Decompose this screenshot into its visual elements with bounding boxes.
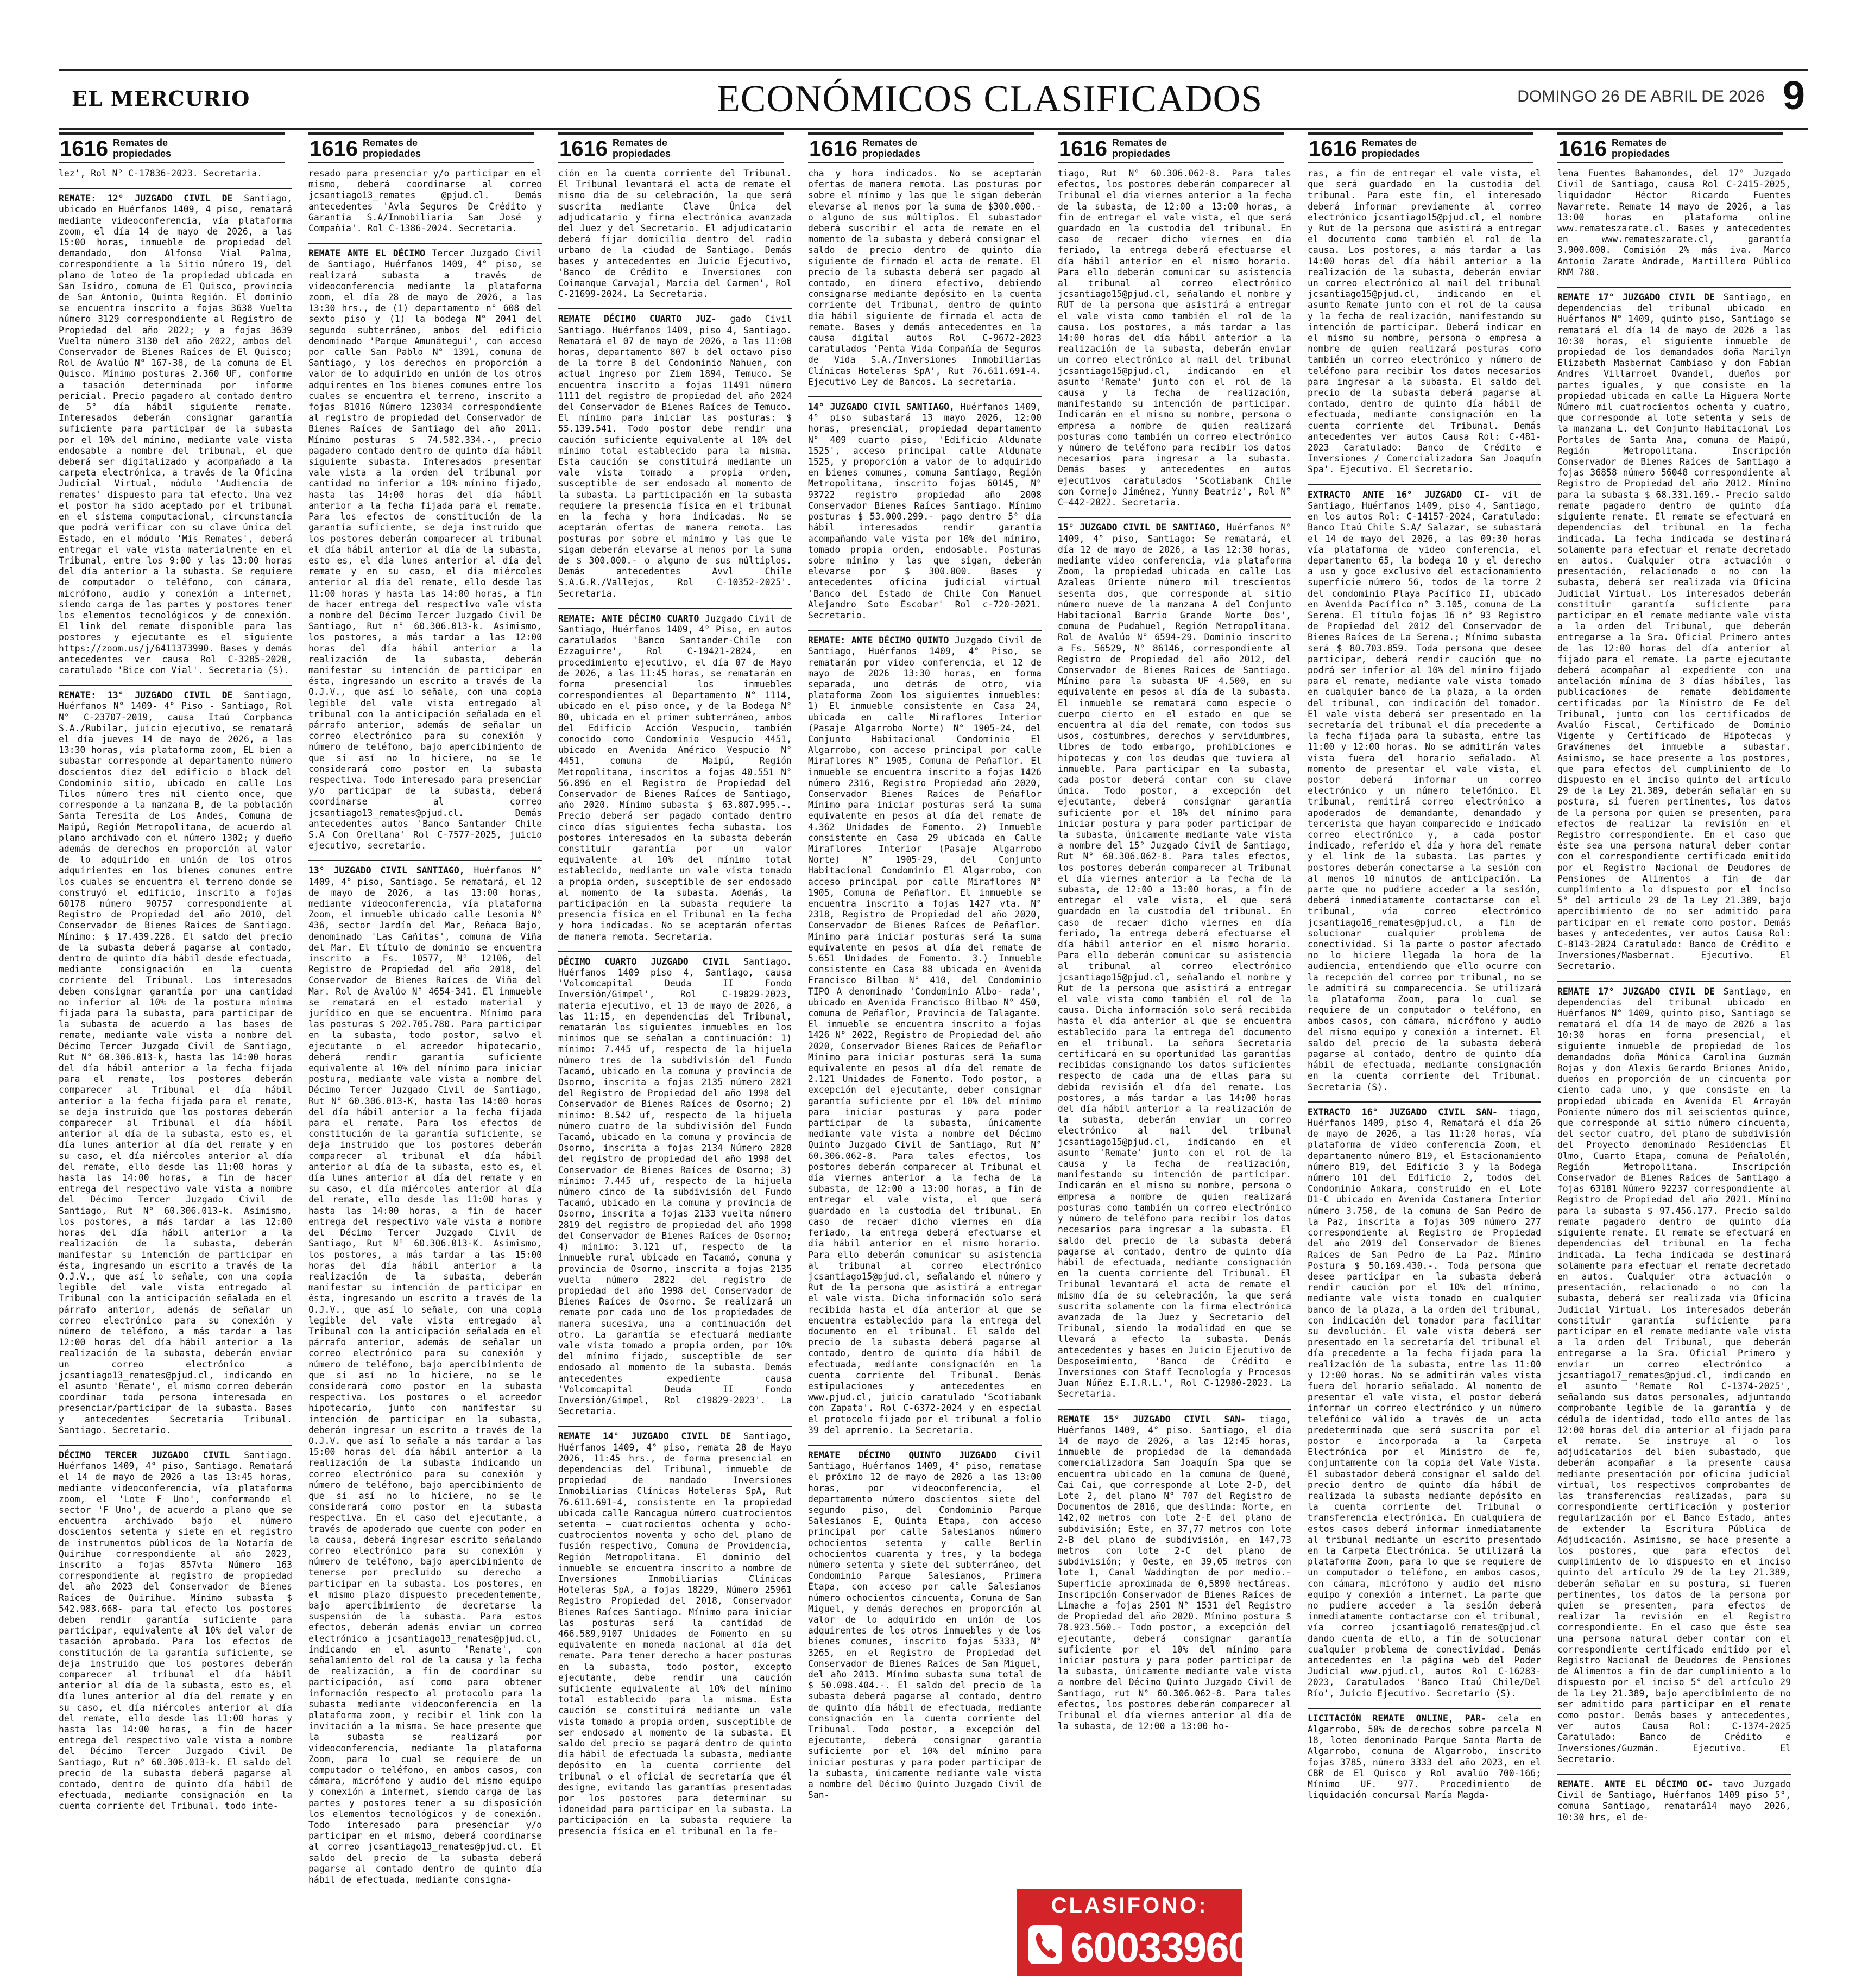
section-number: 1616 — [559, 137, 608, 161]
clasifono-phone: 6003396000 — [1071, 1923, 1296, 1971]
ad-title: DÉCIMO CUARTO JUZGADO CIVIL — [558, 956, 730, 967]
newspaper-logo: EL MERCURIO — [72, 86, 250, 111]
ad-title: REMATE: 13° JUZGADO CIVIL DE — [59, 690, 233, 701]
issue-date: DOMINGO 26 DE ABRIL DE 2026 — [1517, 87, 1765, 105]
ad-column — [1308, 168, 1541, 1976]
classified-ad — [808, 1445, 1042, 1801]
section-label: Remates de propiedades — [113, 137, 172, 159]
ad-body: vil de Santiago, Huérfanos 1409, piso 4, Santiago, en los autos Rol: C-14157-2024, Caratulado: Banco Itaú Chile S.A/ Salazar, se subastará el 14 de mayo del 2026, a las 09:30 horas vía plataforma de video conferencia, el departamento 65, la bodega 10 y el derecho a uso y goce exclusivo del estacionamiento superficie número 56, todos de la torre 2 del condominio Playa Pacífico II, ubicado en Avenida Pacífico n° 3.105, comuna de La Serena. El título fojas 16 n° 93 Registro de Propiedad del 2012 del Conservador de Bienes Raíces de La Serena.; Mínimo subasta será $ 80.703.859. Toda persona que desee participar, deberá rendir caución que no podrá ser inferior al 10% del mínimo fijado para el remate, mediante vale vista tomado en cualquier banco de la plaza, a la orden del tribunal, con indicación del tomador. El vale vista deberá ser presentado en la secretaría del tribunal el día precedente a la fecha fijada para la subasta, entre las 11:00 y 12:00 horas. No se admitirán vales vista fuera del horario señalado. Al momento de presentar el vale vista, el postor deberá informar un correo electrónico y un número telefónico. El tribunal, remitirá correo electrónico a apoderados de demandante, demandado y tercerista que hayan comparecido e indicado correo electrónico y, a cada postor indicado, referido el día y hora del remate y el link de la subasta. Las partes y postores deberán conectarse a la sesión con al menos 10 minutos de anticipación. La parte que no pudiere acceder a la sesión, deberá inmediatamente contactarse con el tribunal, vía correo electrónico jcsantiago16_remates@pjud.cl, a fin de solucionar cualquier problema de conectividad. Si la parte o postor afectado no lo hiciere llegada la hora de la audiencia, entendiendo que ello ocurre con la recepción del correo por tribunal, no se le admitirá su comparecencia. Se utilizará la plataforma Zoom, para lo cual se requiere de un computador o teléfono, en ambos casos, con cámara, micrófono y audio del mismo equipo y conexión a internet. El saldo del precio de la subasta deberá pagarse al contado, dentro de quinto día hábil de efectuada, mediante consignación en la cuenta corriente del Tribunal. Secretaria (S). — [1308, 489, 1541, 1092]
ad-title: REMATE. ANTE EL DÉCIMO OC- — [1557, 1779, 1713, 1790]
ad-body: ras, a fin de entregar el vale vista, el que será guardado en la custodia del tribunal. Para este fin, el interesado deberá informar previamente al correo electrónico jcsantiago15@pjud.cl, el nombre y Rut de la persona que asistirá a entregar el documento como también el rol de la causa. Los postores, a más tardar a las 14:00 horas del día hábil anterior a la realización de la subasta, deberán enviar un correo electrónico al mail del tribunal jcsantiago15@pjud.cl, indicando en el asunto Remate junto con el rol de la causa y la fecha de realización, manifestando su intención de participar. Deberá indicar en el mismo su nombre, persona o empresa a nombre de quien realizará posturas como también un correo electrónico y número de teléfono para recibir los datos necesarios para ingresar a la subasta. El saldo del precio de la subasta deberá pagarse al contado, dentro de quinto día hábil de efectuada, mediante consignación en la cuenta corriente del Tribunal. Demás antecedentes ver autos Causa Rol: C-481-2023 Caratulado: Banco de Crédito e Inversiones / Comercializadora San Joaquín Spa'. Ejecutivo. El Secretario. — [1308, 168, 1541, 475]
ad-body: Santiago, en dependencias del tribunal ubicado en Huérfanos N° 1409, quinto piso, Santiago se rematará el día 14 de mayo de 2026 a las 10:30 horas, el siguiente inmueble de propiedad de los demandados doña Marilyn Elizabeth Masbernat Cambiaso y don Fabian Andres Villarroel Ovandel, dueños por partes iguales, y que consiste en la propiedad ubicada en calle La Higuera Norte Número mil cuatrocientos ochenta y cuatro, que corresponde al lote setenta y seis de la manzana L. del Conjunto Habitacional Los Portales de Santa Ana, comuna de Maipú, Región Metropolitana. Inscripción Conservador de Bienes Raíces de Santiago a fojas 36858 número 56048 correspondiente al Registro de Propiedad del año 2012. Mínimo para la subasta $ 68.331.169.- Precio saldo remate pagadero dentro de quinto día siguiente remate. El remate se efectuará en dependencias del tribunal en la fecha indicada. La fecha indicada se destinará solamente para efectuar el remate decretado en autos. Cualquier otra actuación o presentación, relacionado o no con la subasta, deberá ser realizada vía Oficina Judicial Virtual. Los interesados deberán constituir garantía suficiente para participar en el remate mediante vale vista a la orden del Tribunal, que deberán entregarse a la Sra. Oficial Primero antes de las 12:00 horas del día anterior al fijado para el remate. La parte ejecutante deberá acompañar al expediente con una antelación mínima de 3 días hábiles, las publicaciones de remate debidamente certificadas por la Ministro de Fe del Tribunal, junto con los certificados de Avalúo Fiscal, Certificado de Dominio Vigente y Certificado de Hipotecas y Gravámenes del inmueble a subastar. Asimismo, se hace presente a los postores, que para efectos del cumplimiento de lo dispuesto en el inciso quinto del artículo 29 de la Ley 21.389, deberán señalar en su postura, si fueren pertinentes, los datos de la persona por quien se presenten, para efectos de realizar la revisión en el Registro correspondiente. En el caso que éste sea una persona natural deber contar con el correspondiente certificado emitido por el Registro Nacional de Deudores de Pensiones de Alimentos a fin de dar cumplimiento a lo dispuesto por el inciso 5° del artículo 29 de la Ley 21.389, bajo apercibimiento de no ser admitido para participar en el remate como postor. Demás bases y antecedentes, ver autos Causa Rol: C-8143-2024 Caratulado: Banco de Crédito e Inversiones/Masbernat. Ejecutivo. El Secretario. — [1557, 292, 1791, 972]
ad-body: Juzgado Civil de Santiago, Huérfanos 1409, 4° Piso, en autos caratulados 'Banco Santander-Chile con Ezzaguirre', Rol C-19421-2024, en procedimiento ejecutivo, el día 07 de Mayo de 2026, a las 11:45 horas, se rematarán en forma presencial los inmuebles correspondientes al Departamento N° 1114, ubicado en el piso once, y de la Bodega N° 80, ubicada en el primer subterráneo, ambos del Edificio Acción Vespucio, también conocido como Condominio Vespucio 4451, ubicado en Avenida Américo Vespucio N° 4451, comuna de Maipú, Región Metropolitana, inscritos a fojas 40.551 N° 56.896 en el Registro de Propiedad del Conservador de Bienes Raíces de Santiago, año 2020. Mínimo subasta $ 63.807.995.-. Precio deberá ser pagado contado dentro cinco días siguientes fecha subasta. Los postores interesados en la subasta deberán constituir garantía por un valor equivalente al 10% del mínimo total establecido, mediante un vale vista tomado a propia orden, susceptible de ser endosado al momento de la subasta. Además, la participación en la subasta requiere la presencia física en el Tribunal en la fecha y hora indicadas. No se aceptarán ofertas de manera remota. Secretaria. — [558, 613, 792, 942]
column-header — [308, 132, 534, 163]
classified-ad — [308, 168, 542, 234]
classified-ad — [308, 860, 542, 1885]
ad-title: REMATE ANTE EL DÉCIMO — [308, 248, 425, 259]
ad-body: Santiago. Huérfanos 1409, 4° piso, Santiago. Rematará el 14 de mayo de 2026 a las 13:45 horas, mediante videoconferencia, vía plataforma zoom, el 'Lote F Uno', conformando el sector 'F Uno', de acuerdo a plano que se encuentra archivado bajo el número doscientos setenta y siete en el registro de instrumentos públicos de la Notaría de Quirihue correspondiente al año 2023, inscrito a fojas 857vta Número 163 correspondiente al registro de propiedad del año 2023 del Conservador de Bienes Raíces de Quirihue. Mínimo subasta $ 542.983.668- para tal efecto los postores deben rendir garantía suficiente para participar, equivalente al 10% del valor de tasación aprobado. Para los efectos de constitución de la garantía suficiente, se deja instruido que los postores deberán comparecer al tribunal el día hábil anterior al día de la subasta, esto es, el día lunes anterior al día del remate y en su caso, el día miércoles anterior al día del remate, ello desde las 11:00 horas y hasta las 14:00 horas, a fin de hacer entrega del respectivo vale vista a nombre del Décimo Tercer Juzgado Civil De Santiago, Rut n° 60.306.013-k. El saldo del precio de la subasta deberá pagarse al contado, dentro de quinto día hábil de efectuada, mediante consignación en la cuenta corriente del Tribunal. todo inte- — [59, 1449, 292, 1812]
section-number: 1616 — [1309, 137, 1357, 161]
ad-title: 13° JUZGADO CIVIL SANTIAGO, — [308, 865, 465, 876]
ad-body: Huérfanos N° 1409, 4° piso, Santiago. Se rematará, el 12 de mayo de 2026, a las 13:00 horas, mediante videoconferencia, vía plataforma Zoom, el inmueble ubicado calle Lesonia N° 436, sector Jardín del Mar, Reñaca Bajo, denominado 'Las Cañitas', comuna de Viña del Mar. El título de dominio se encuentra inscrito a Fs. 10577, N° 12106, del Registro de Propiedad del año 2018, del Conservador de Bienes Raíces de Viña del Mar. Rol de Avalúo N° 4654-341. El inmueble se rematará en el estado material y jurídico en que se encuentra. Mínimo para las posturas $ 202.705.780. Para participar en la subasta, todo postor, salvo el ejecutante o el acreedor hipotecario, deberá rendir garantía suficiente equivalente al 10% del mínimo para iniciar postura, mediante vale vista a nombre del Décimo Tercer Juzgado Civil de Santiago, Rut N° 60.306.013-K, hasta las 14:00 horas del día hábil anterior a la fecha fijada para el remate. Para los efectos de constitución de la garantía suficiente, se deja instruido que los postores deberán comparecer al tribunal el día hábil anterior al día de la subasta, esto es, el día lunes anterior al día del remate y en su caso, el día miércoles anterior al día del remate, ello desde las 11:00 horas y hasta las 14:00 horas, a fin de hacer entrega del respectivo vale vista a nombre del Décimo Tercer Juzgado Civil de Santiago, Rut N° 60.306.013-K. Asimismo, los postores, a más tardar a las 15:00 horas del día hábil anterior a la realización de la subasta, deberán manifestar su intención de participar en ésta, ingresando un escrito a través de la O.J.V., que así lo señale, con una copia legible del vale vista entregado al Tribunal con la anticipación señalada en el párrafo anterior, además de señalar un correo electrónico para su conexión y número de teléfono, bajo apercibimiento de que si así no lo hiciere, no se le considerará como postor en la subasta respectiva. Los postores o el acreedor hipotecario, junto con manifestar su intención de participar en la subasta, deberán ingresar un escrito a través de la O.J.V. que así lo señale a más tardar a las 15:00 horas del día hábil anterior a la realización de la subasta indicando un correo electrónico para su conexión y número de teléfono, bajo apercibimiento de que si así no lo hiciere, no se le considerará como postor en la subasta respectiva. En el caso del ejecutante, a través de apoderado que cuente con poder en la causa, deberá ingresar escrito señalando correo electrónico para su conexión y número de teléfono, bajo apercibimiento de tenerse por precluido su derecho a participar en la subasta. Los postores, en el mismo plazo dispuesto precedentemente, bajo apercibimiento de decretarse la suspensión de la subasta. Para estos efectos, deberán además enviar un correo electrónico a jcsantiago13_remates@pjud.cl, indicando en el asunto 'Remate', con señalamiento del rol de la causa y la fecha de realización, a fin de coordinar su participación, así como para obtener información respecto al protocolo para la subasta mediante videoconferencia en la plataforma zoom, y recibir el link con la invitación a la misma. Se hace presente que la subasta se realizará por videoconferencia, mediante la plataforma Zoom, para lo cual se requiere de un computador o teléfono, en ambos casos, con cámara, micrófono y audio del mismo equipo y conexión a internet, siendo carga de las partes y postores tener a su disposición los elementos tecnológicos y de conexión. Todo interesado para presenciar y/o participar en el mismo, deberá coordinarse al correo jcsantiago13_remates@pjud.cl. El saldo del precio de la subasta deberá pagarse al contado dentro de quinto día hábil de efectuada, mediante consigna- — [308, 865, 542, 1885]
column-header — [808, 132, 1034, 163]
classified-ad — [1308, 484, 1541, 1093]
classified-ad — [59, 168, 292, 179]
classified-ad — [558, 168, 792, 300]
ad-column — [808, 168, 1042, 1976]
classified-ad — [59, 188, 292, 676]
section-label: Remates de propiedades — [1362, 137, 1421, 159]
column-header — [59, 132, 285, 163]
ad-title: LICITACIÓN REMATE ONLINE, PAR- — [1308, 1713, 1487, 1724]
ad-body: Huérfanos 1409, 4° piso subastará 13 mayo 2026, 12:00 horas, presencial, propiedad departamento N° 409 cuarto piso, 'Edificio Aldunate 1525', acceso principal calle Aldunate 1525, y proporción a valor de lo adquirido en bienes comunes, comuna Santiago, Región Metropolitana, inscrito fojas 60145, N° 93722 registro propiedad año 2008 Conservador Bienes Raíces Santiago. Mínimo posturas $ 53.000.299.- pago dentro 5° día hábil interesados rendir garantía acompañando vale vista por 10% del mínimo, tomado propia orden, endosable. Posturas sobre mínimo y las que sigan, deberán elevarse por $ 300.000. Bases y antecedentes oficina judicial virtual 'Banco del Estado de Chile Con Manuel Alejandro Soto Escobar' Rol c-720-2021. Secretario. — [808, 402, 1042, 621]
ad-title: REMATE 14° JUZGADO CIVIL DE — [558, 1431, 731, 1442]
classified-ad — [1308, 1101, 1541, 1699]
classified-ad — [808, 630, 1042, 1436]
ad-body: gado Civil Santiago. Huérfanos 1409, piso 4, Santiago. Rematará el 07 de mayo de 2026, a las 11:00 horas, departamento 807 b del octavo piso de la torre B del Condominio Nahuen, con actual ingreso por Ziem 1894, Temuco. Se encuentra inscrito a fojas 11491 número 1111 del registro de propiedad del año 2024 del Conservador de Bienes Raíces de Temuco. El mínimo para iniciar las posturas: $ 55.139.541. Todo postor debe rendir una caución suficiente equivalente al 10% del mínimo total establecido para la misma. Esta caución se constituirá mediante un vale vista tomado a propia orden, susceptible de ser endosado al momento de la subasta. La participación en la subasta requiere la presencia física en el tribunal en la fecha y hora indicadas. No se aceptarán ofertas de manera remota. Las posturas por sobre el mínimo y las que le sigan deberán elevarse al menos por la suma de $ 300.000.- o alguno de sus múltiplos. Demás antecedentes Avvl Chile S.A.G.R./Vallejos, Rol C-10352-2025'. Secretaria. — [558, 314, 792, 599]
ad-title: EXTRACTO ANTE 16° JUZGADO CI- — [1308, 489, 1490, 500]
section-number: 1616 — [310, 137, 358, 161]
ad-title: REMATE 15° JUZGADO CIVIL SAN- — [1058, 1414, 1246, 1424]
ad-title: REMATE DÉCIMO CUARTO JUZ- — [558, 314, 717, 325]
classified-ad — [1557, 981, 1791, 1765]
ad-body: Civil Santiago, Huérfanos 1409, 4° piso, rematase el próximo 12 de mayo de 2026 a las 13:00 horas, por videoconferencia, el departamento número doscientos siete del segundo piso, del Condominio Parque Salesianos E, Quinta Etapa, con acceso principal por calle Salesianos número ochocientos setenta y calle Berlín ochocientos cuarenta y tres, y la bodega número setenta y siete del subterráneo, del Condominio Parque Salesianos, Primera Etapa, con acceso por calle Salesianos número ochocientos cincuenta, Comuna de San Miguel, y demás derechos en proporción al valor de lo adquirido en unión de los adquirentes de los otros inmuebles y de los bienes comunes, inscrito fojas 5333, N° 3265, en el Registro de Propiedad del Conservador de Bienes Raíces de San Miguel, del año 2013. Mínimo subasta suma total de $ 50.098.404.-. El saldo del precio de la subasta deberá pagarse al contado, dentro de quinto día hábil de efectuada, mediante consignación en la cuenta corriente del Tribunal. Todo postor, a excepción del ejecutante, deberá consignar garantía suficiente por el 10% del mínimo para iniciar posturas y para poder participar de la subasta, únicamente mediante vale vista a nombre del Décimo Quinto Juzgado Civil de San- — [808, 1449, 1042, 1801]
section-number: 1616 — [809, 137, 857, 161]
column-header — [1308, 132, 1533, 163]
classified-ad — [1308, 1708, 1541, 1801]
column-header — [1058, 132, 1284, 163]
classified-ad — [1058, 1409, 1291, 1732]
masthead — [59, 69, 1808, 130]
classified-ad — [308, 243, 542, 851]
ad-title: 15° JUZGADO CIVIL DE SANTIAGO, — [1058, 522, 1221, 533]
ad-body: Juzgado Civil de Santiago, Huérfanos 1409, 4° Piso, se rematarán por video conferencia, el 12 de mayo de 2026 13:30 horas, en forma separada, uno detrás de otro, vía plataforma Zoom los siguientes inmuebles: 1) El inmueble consistente en Casa 24, ubicada en calle Miraflores Interior (Pasaje Algarrobo Norte) N° 1905-24, del Conjunto Habitacional Condominio El Algarrobo, con acceso principal por calle Miraflores N° 1905, Comuna de Peñaflor. El inmueble se encuentra inscrito a fojas 1426 número 2316, Registro Propiedad año 2020, Conservador Bienes Raíces de Peñaflor Mínimo para iniciar posturas será la suma equivalente en pesos al día del remate de 4.362 Unidades de Fomento. 2) Inmueble consistente en Casa 29 ubicada en Calle Miraflores Interior (Pasaje Algarrobo Norte) N° 1905-29, del Conjunto Habitacional Condominio El Algarrobo, con acceso principal por calle Miraflores N° 1905, Comuna de Peñaflor. El inmueble se encuentra inscrito a fojas 1427 vta. N° 2318, Registro de Propiedad del año 2020, Conservador de Bienes Raíces de Peñaflor. Mínimo para iniciar posturas será la suma equivalente en pesos al día del remate de 5.651 Unidades de Fomento. 3.) Inmueble consistente en Casa 88 ubicada en Avenida Francisco Bilbao N° 410, del Condominio TIPO A denominado 'Condominio Albo- rada', ubicado en Avenida Francisco Bilbao N° 450, comuna de Peñaflor, Provincia de Talagante. El inmueble se encuentra inscrito a fojas 1426 N° 2022, Registro de Propiedad del año 2020, Conservador Bienes Raíces de Peñaflor Mínimo para iniciar posturas será la suma equivalente en pesos al día del remate de 2.121 Unidades de Fomento. Todo postor, a excepción del ejecutante, deber consignar garantía suficiente por el 10% del mínimo para iniciar posturas y para poder participar de la subasta, únicamente mediante vale vista a nombre del Décimo Quinto Juzgado Civil de Santiago, Rut N° 60.306.062-8. Para tales efectos, los postores deberán comparecer al Tribunal el día viernes anterior a la fecha de la subasta, de 12:00 a 13:00 horas, a fin de entregar el vale vista, el que será guardado en la custodia del tribunal. En caso de recaer dicho viernes en día feriado, la entrega deberá efectuarse el día hábil anterior en el mismo horario. Para ello deberán comunicar su asistencia al tribunal al correo electrónico jcsantiago15@pjud.cl, señalando el número y Rut de la persona que asistirá a entregar el vale vista. Dicha información solo será recibida hasta el día anterior al que se encuentra establecido para la entrega del documento en el tribunal. El saldo del precio de la subasta deberá pagarse al contado, dentro de quinto día hábil de efectuada, mediante consignación en la cuenta corriente del Tribunal. Demás estipulaciones y antecedentes en www.pjud.cl, juicio caratulado 'Scotiabank con Zapata'. Rol C-6372-2024 y en especial el protocolo fijado por el tribunal a folio 39 del aprremio. La Secretaria. — [808, 635, 1042, 1435]
classified-ad — [59, 685, 292, 1436]
column-header — [1557, 132, 1783, 163]
ad-body: tiago, Rut N° 60.306.062-8. Para tales efectos, los postores deberán comparecer al Tribunal el día viernes anterior a la fecha de la subasta, de 12:00 a 13:00 horas, a fin de entregar el vale vista, el que será guardado en la custodia del tribunal. En caso de recaer dicho viernes en día feriado, la entrega deberá efectuarse el día hábil anterior en el mismo horario. Para ello deberán comunicar su asistencia al tribunal al correo electrónico jcsantiago15@pjud.cl, señalando el nombre y RUT de la persona que asistirá a entregar el vale vista como también el rol de la causa. Los postores, a más tardar a las 14:00 horas del día hábil anterior a la realización de la subasta, deberán enviar un correo electrónico al mail del tribunal jcsantiago15@pjud.cl, indicando en el asunto 'Remate' junto con el rol de la causa y la fecha de realización, manifestando su intención de participar. Indicarán en el mismo su nombre, persona o empresa a nombre de quien realizará posturas como también un correo electrónico y número de teléfono para recibir los datos necesarios para ingresar a la subasta. Demás bases y antecedentes en autos ejecutivos caratulados 'Scotiabank Chile con Cornejo Jiménez, Yunny Beatriz', Rol N° C—442-2022. Secretaria. — [1058, 168, 1291, 508]
classified-ad — [558, 951, 792, 1417]
ad-title: REMATE 17° JUZGADO CIVIL DE — [1557, 986, 1715, 997]
page-number: 9 — [1782, 73, 1805, 118]
ad-body: tiago, Huérfanos 1409, piso 4, Rematará el día 26 de mayo de 2026, a las 11:20 horas, vía plataforma de video conferencia Zoom, el departamento número B19, el Estacionamiento número B19, del Edificio 3 y la Bodega número 101 del Edificio 2, todos del Condominio Ankara, construido en el Lote D1-C ubicado en Avenida Costanera Interior número 3.750, de la comuna de San Pedro de la Paz, inscrita a fojas 309 número 277 correspondiente al Registro de Propiedad del año 2019 del Conservador de Bienes Raíces de San Pedro de La Paz. Mínimo Postura $ 50.169.430.-. Toda persona que desee participar en la subasta deberá rendir caución por el 10% del mínimo, mediante vale vista tomado en cualquier banco de la plaza, a la orden del tribunal, con indicación del tomador para facilitar su devolución. El vale vista deberá ser presentado en la secretaría del tribunal el día precedente a la fecha fijada para la realización de la subasta, entre las 11:00 y 12:00 horas. No se admitirán vales vista fuera del horario señalado. Al momento de presentar el vale vista, el postor deberá informar un correo electrónico y un número telefónico válido a través de un acta predeterminada que será suscrita por el postor e incorporada a la Carpeta Electrónica por el Ministro de fe, conjuntamente con la copia del Vale Vista. El subastador deberá consignar el saldo del precio dentro de quinto día hábil de realizada la subasta mediante depósito en la cuenta corriente del Tribunal o transferencia electrónica. En cualquiera de estos casos deberá informar inmediatamente al tribunal mediante un escrito presentado en la Carpeta Electrónica. Se utilizará la plataforma Zoom, para lo que se requiere de un computador o teléfono, en ambos casos, con cámara, micrófono y audio del mismo equipo y conexión a internet. La parte que no pudiere acceder a la sesión deberá inmediatamente contactarse con el tribunal, vía correo jcsantiago16_remates@pjud.cl dando cuenta de ello, a fin de solucionar cualquier problema de conectividad. Demás antecedentes en la página web del Poder Judicial www.pjud.cl, autos Rol C-16283-2023, Caratulados 'Banco Itaú Chile/Del Río', Juicio Ejecutivo. Secretario (S). — [1308, 1106, 1541, 1699]
clasifono-title: CLASIFONO: — [1051, 1894, 1208, 1917]
ad-title: REMATE DÉCIMO QUINTO JUZGADO — [808, 1449, 997, 1460]
clasifono-box — [1017, 1889, 1296, 1976]
ad-title: DÉCIMO TERCER JUZGADO CIVIL — [59, 1449, 230, 1460]
classified-ad — [1557, 1774, 1791, 1823]
classified-ad — [59, 1445, 292, 1812]
ad-column — [59, 168, 292, 1976]
section-number: 1616 — [1059, 137, 1107, 161]
phone-icon — [1026, 1923, 1064, 1966]
classified-ad — [1557, 287, 1791, 972]
ad-body: cha y hora indicados. No se aceptarán ofertas de manera remota. Las posturas por sobre el mínimo y las que le sigan deberán elevarse al menos por la suma de $300.000.- o alguno de sus múltiplos. El subastador deberá suscribir el acta de remate en el momento de la subasta y deberá consignar el saldo de precio dentro de quinto día siguiente de firmado el acta de remate. El precio de la subasta deberá ser pagado al contado, en dinero efectivo, debiendo consignarse mediante depósito en la cuenta corriente del Tribunal, dentro de quinto día hábil siguiente de firmada el acta de remate. Bases y demás antecedentes en la causa digital autos Rol C-9672-2023 caratulados 'Penta Vida Compañía de Seguros de Vida S.A./Inversiones Inmobiliarias Clínicas Hoteleras SpA', Rut 76.611.691-4. Ejecutivo Ley de Bancos. La secretaria. — [808, 168, 1042, 387]
ad-body: ción en la cuenta corriente del Tribunal. El Tribunal levantará el acta de remate el mismo día de su celebración, la que será suscrita mediante Clave Única del adjudicatario y firma electrónica avanzada del Juez y del Secretario. El adjudicatario deberá fijar domicilio dentro del radio urbano de la ciudad de Santiago. Demás bases y antecedentes en Juicio Ejecutivo, 'Banco de Crédito e Inversiones con Coimanque Carvajal, Marcia del Carmen', Rol C-21699-2024. La Secretaria. — [558, 168, 792, 300]
section-title: ECONÓMICOS CLASIFICADOS — [717, 78, 1263, 120]
section-label: Remates de propiedades — [363, 137, 421, 159]
classified-ad — [1308, 168, 1541, 476]
ad-column — [558, 168, 792, 1976]
ad-title: REMATE: 12° JUZGADO CIVIL DE — [59, 193, 233, 204]
classified-ad — [1557, 168, 1791, 278]
ad-body: Santiago, en dependencias del tribunal ubicado en Huérfanos N° 1409, quinto piso, Santiago se rematará el día 14 de mayo de 2026 a las 10:30 horas en forma presencial, el siguiente inmueble de propiedad de los demandados doña Mónica Carolina Guzmán Rojas y don Alexis Gerardo Briones Anido, dueños en proporción de un cincuenta por ciento cada uno, y que consiste en la propiedad ubicada en Avenida El Arrayán Poniente número dos mil seiscientos quince, que corresponde al sitio número cincuenta, del sector cuatro, del plano de subdivisión del Proyecto denominado Residencias El Olmo, Cuarto Etapa, comuna de Peñalolén, Región Metropolitana. Inscripción Conservador de Bienes Raíces de Santiago a fojas 63181 Número 92237 correspondiente al Registro de Propiedad del año 2021. Mínimo para la subasta $ 97.456.177. Precio saldo remate pagadero dentro de quinto día siguiente remate. El remate se efectuará en dependencias del tribunal en la fecha indicada. La fecha indicada se destinará solamente para efectuar el remate decretado en autos. Cualquier otra actuación o presentación, relacionado o no con la subasta, deberá ser realizada vía Oficina Judicial Virtual. Los interesados deberán constituir garantía suficiente para participar en el remate mediante vale vista a la orden del Tribunal, que deberán entregarse a la Sra. Oficial Primero y enviar un correo electrónico a jcsantiago17_remates@pjud.cl, indicando en el asunto 'Remate Rol C-1374-2025', señalando sus datos personales, adjuntando comprobante legible de la garantía y de cédula de identidad, todo ello antes de las 12:00 horas del día anterior al fijado para el remate. Se instruye al o los adjudicatarios del bien subastado, que deberán acompañar a la presente causa mediante presentación por oficina judicial virtual, los respectivos comprobantes de las transferencias realizadas, para su correspondiente certificación y posterior regularización por el Banco Estado, antes de extender la Escritura Pública de Adjudicación. Asimismo, se hace presente a los postores, que para efectos del cumplimiento de lo dispuesto en el inciso quinto del artículo 29 de la Ley 21.389, deberán señalar en su postura, si fueren pertinentes, los datos de la persona por quien se presenten, para efectos de realizar la revisión en el Registro correspondiente. En el caso que éste sea una persona natural deber contar con el correspondiente certificado emitido por el Registro Nacional de Deudores de Pensiones de Alimentos a fin de dar cumplimiento a lo dispuesto por el inciso 5° del artículo 29 de la Ley 21.389, bajo apercibimiento de no ser admitido para participar en el remate como postor. Demás bases y antecedentes, ver autos Causa Rol: C-1374-2025 Caratulado: Banco de Crédito e Inversiones/Guzmán. Ejecutivo. El Secretario. — [1557, 986, 1791, 1764]
section-label: Remates de propiedades — [1612, 137, 1670, 159]
section-label: Remates de propiedades — [613, 137, 671, 159]
section-label: Remates de propiedades — [862, 137, 921, 159]
ad-body: tavo Juzgado Civil de Santiago, Huérfanos 1409 piso 5°, comuna Santiago, rematará14 mayo 2026, 10:30 hrs, el de- — [1557, 1779, 1791, 1822]
ad-column — [308, 168, 542, 1976]
section-label: Remates de propiedades — [1112, 137, 1171, 159]
ad-body: Santiago, Huérfanos 1409, 4° piso, remata 28 de Mayo 2026, 11:45 hrs., de forma presencial en dependencias del Tribunal, inmueble de propiedad de mandado Inversiones Inmobiliarias Clínicas Hoteleras SpA, Rut 76.611.691-4, consistente en la propiedad ubicada calle Rancagua número cuatrocientos setenta – cuatrocientos ochenta y ocho-cuatrocientos noventa y ocho del plano de fusión respectivo, Comuna de Providencia, Región Metropolitana. El dominio del inmueble se encuentra inscrito a nombre de Inversiones Inmobiliarias Clínicas Hoteleras SpA, a fojas 18229, Número 25961 Registro Propiedad del 2018, Conservador Bienes Raíces Santiago. Mínimo para iniciar las posturas será la cantidad de 466.589,9107 Unidades de Fomento en su equivalente en moneda nacional al día del remate. Para tener derecho a hacer posturas en la subasta, todo postor, excepto ejecutante, debe rendir una caución suficiente equivalente al 10% del mínimo total establecido para la misma. Esta caución se constituirá mediante un vale vista tomado a propia orden, susceptible de ser endosado al momento de la subasta. El saldo del precio se pagará dentro de quinto día hábil de efectuada la subasta, mediante depósito en la cuenta corriente del tribunal o el oficial de secretaría que él designe, evitando las garantías presentadas por los postores para determinar su idoneidad para participar en la subasta. La participación en la subasta requiere la presencia física en el tribunal en la fe- — [558, 1431, 792, 1837]
ad-body: lena Fuentes Bahamondes, del 17° Juzgado Civil de Santiago, causa Rol C-2415-2025, liquidador Héctor Ricardo Fuentes Navarrete. Remate 14 mayo de 2026, a las 13:00 horas en plataforma online www.remateszarate.cl. Bases y antecedentes en www.remateszarate.cl, garantía 3.900.000. Comisión 2% más iva. Marco Antonio Zarate Andrade, Martillero Público RNM 780. — [1557, 168, 1791, 277]
classified-ad — [808, 168, 1042, 388]
classified-ad — [808, 396, 1042, 621]
ad-body: Santiago, Huérfanos N° 1409- 4° Piso - Santiago, Rol N° C-23707-2019, causa Itaú Corpbanca S.A./Rubilar, juicio ejecutivo, se rematará el día jueves 14 de mayo de 2026, a las 13:30 horas, vía plataforma zoom, EL bien a subastar corresponde al departamento número doscientos diez del edificio o block del Condominio sitio, ubicado en calle Los Tilos número tres mil ciento once, que corresponde a la manzana B, de la población Santa Teresita de Los Andes, Comuna de Maipú, Región Metropolitana, de acuerdo al plano archivado con el número 1302; y dueño además de derechos en proporción al valor de lo adquirido en unión de los otros adquirientes en los bienes comunes entre los cuales se encuentra el terreno donde se construyó el edificio, inscrito a fojas 60178 número 90757 correspondiente al Registro de Propiedad del año 2010, del Conservador de Bienes Raíces de Santiago. Mínimo: $ 17.439.228. El saldo del precio de la subasta deberá pagarse al contado, dentro de quinto día hábil desde efectuada, mediante consignación en la cuenta corriente del Tribunal. Los interesados deben consignar garantía por una cantidad no inferior al 10% de la postura mínima fijada para la subasta, para participar de la subasta de acuerdo a las bases de remate, mediante vale vista a nombre del Décimo Tercer Juzgado Civil de Santiago, Rut N° 60.306.013-k, hasta las 14:00 horas del día hábil anterior a la fecha fijada para el remate, los postores deberán comparecer al Tribunal el día hábil anterior a la fecha fijada para el remate, se deja instruido que los postores deberán comparecer al Tribunal el día hábil anterior al día de la subasta, esto es, el día lunes anterior al día del remate y en su caso, el día miércoles anterior al día del remate, ello desde las 11:00 horas y hasta las 14:00 horas, a fin de hacer entrega del respectivo vale vista a nombre del Décimo Tercer Juzgado Civil de Santiago, Rut N° 60.306.013-k. Asimismo, los postores, a más tardar a las 12:00 horas del día hábil anterior a la realización de la subasta, deberán manifestar su intención de participar en ésta, ingresando un escrito a través de la O.J.V., que así lo señale, con una copia legible del vale vista entregado al Tribunal con la anticipación señalada en el párrafo anterior, además de señalar un correo electrónico para su conexión y número de teléfono, a más tardar a las 12:00 horas del día hábil anterior a la realización de la subasta, deberán enviar un correo electrónico a jcsantiago13_remates@pjud.cl, indicando en el asunto 'Remate', el mismo correo deberán coordinar toda persona interesada en presenciar/participar de la subasta. Bases y antecedentes Secretaria Tribunal. Santiago. Secretario. — [59, 690, 292, 1435]
ad-column — [1058, 168, 1291, 1884]
classified-ad — [1058, 517, 1291, 1400]
classified-ad — [558, 1426, 792, 1837]
ad-body: lez', Rol N° C-17836-2023. Secretaria. — [59, 168, 262, 179]
ad-body: Huérfanos N° 1409, 4° piso, Santiago: Se rematará, el día 12 de mayo de 2026, a las 12:30 horas, mediante video conferencia, vía plataforma Zoom, la propiedad ubicada en calle Los Azaleas Oriente número mil trescientos sesenta dos, que corresponde al sitio número nueve de la manzana A del Conjunto Habitacional Barrio Grande Norte Dos', comuna de Pudahuel, Región Metropolitana. Rol de Avalúo N° 6594-29. Dominio inscrito a Fs. 56529, N° 86146, correspondiente al Registro de Propiedad del año 2012, del Conservador de Bienes Raíces de Santiago. Mínimo para la subasta UF 4.500, en su equivalente en pesos al día de la subasta. El inmueble se rematará como especie o cuerpo cierto en el estado en que se encuentra al día del remate, con todos sus usos, costumbres, derechos y servidumbres, libres de todo embargo, prohibiciones e hipotecas y con los deudas que tuviera al inmueble. Para participar en la subasta, cada postor deberá contar con su clave única. Todo postor, a excepción del ejecutante, deberá consignar garantía suficiente por el 10% del mínimo para iniciar postura y para poder participar de la subasta, únicamente mediante vale vista a nombre del 15° Juzgado Civil de Santiago, Rut N° 60.306.062-8. Para tales efectos, los postores deberán comparecer al Tribunal el día viernes anterior a la fecha de la subasta, de 12:00 a 13:00 horas, a fin de entregar el vale vista, el que será guardado en la custodia del tribunal. En caso de recaer dicho viernes en día feriado, la entrega deberá efectuarse el día hábil anterior en el mismo horario. Para ello deberán comunicar su asistencia al tribunal al correo electrónico jcsantiago15@pjud.cl, señalando el nombre y Rut de la persona que asistirá a entregar el vale vista como también el rol de la causa. Dicha información solo será recibida hasta el día anterior al que se encuentra establecido para la entrega del documento en el tribunal. La señora Secretaria certificará en su oportunidad las garantías recibidas consignando los datos suficientes respecto de cada una de ellas para su debida revisión el día del remate. Los postores, a más tardar a las 14:00 horas del día hábil anterior a la realización de la subasta, deberán enviar un correo electrónico al mail del tribunal jcsantiago15@pjud.cl, indicando en el asunto 'Remate' junto con el rol de la causa y la fecha de realización, manifestando su intención de participar. Indicarán en el mismo su nombre, persona o empresa a nombre de quien realizará posturas como también un correo electrónico y número de teléfono para recibir los datos necesarios para ingresar a la subasta. El saldo del precio de la subasta deberá pagarse al contado, dentro de quinto día hábil de efectuada, mediante consignación en la cuenta corriente del Tribunal. El Tribunal levantará el acta de remate el mismo día de su celebración, la que será suscrita solamente con la firma electrónica avanzada de la Juez y Secretario del Tribunal, siendo la modalidad en que se llevará a efecto la subasta. Demás antecedentes y bases en Juicio Ejecutivo de Desposeimiento, 'Banco de Crédito e Inversiones con Staff Tecnología y Procesos Juan Núñez E.I.R.L.', Rol C-12980-2023. La Secretaria. — [1058, 522, 1291, 1400]
classified-ad — [558, 608, 792, 942]
ad-title: REMATE: ANTE DÉCIMO QUINTO — [808, 635, 949, 646]
ad-title: EXTRACTO 16° JUZGADO CIVIL SAN- — [1308, 1106, 1498, 1117]
ad-title: REMATE: ANTE DÉCIMO CUARTO — [558, 613, 699, 624]
ad-body: Tercer Juzgado Civil de Santiago, Huérfanos 1409, 4° piso, se realizará subasta a través de videoconferencia mediante la plataforma zoom, el día 28 de mayo de 2026, a las 13:30 hrs., de (1) departamento n° 608 del sexto piso y (1) la bodega N° 2041 del segundo subterráneo, ambos del edificio denominado 'Parque Amunátegui', con acceso por calle San Pablo N° 1391, comuna de Santiago, y los derechos en proporción a valor de lo adquirido en unión de los otros adquirentes en los bienes comunes entre los cuales se encuentra el terreno, inscrito a fojas 81016 Número 123034 correspondiente al registro de propiedad del Conservador de Bienes Raíces de Santiago del año 2011. Mínimo posturas $ 74.582.334.-, precio pagadero contado dentro de quinto día hábil siguiente subasta. Interesados presentar vale vista a la orden del tribunal por cantidad no inferior a 10% mínimo fijado, hasta las 14:00 horas del día hábil anterior a la fecha fijada para el remate. Para los efectos de constitución de la garantía suficiente, se deja instruido que los postores deberán comparecer al tribunal el día hábil anterior al día de la subasta, esto es, el día lunes anterior al día del remate y en su caso, el día miércoles anterior al día del remate, ello desde las 11:00 horas y hasta las 14:00 horas, a fin de hacer entrega del respectivo vale vista a nombre del Décimo Tercer Juzgado Civil De Santiago, Rut n° 60.306.013-k. Asimismo, los postores, a más tardar a las 12:00 horas del día hábil anterior a la realización de la subasta, deberán manifestar su intención de participar en ésta, ingresando un escrito a través de la O.J.V., que así lo señale, con una copia legible del vale vista entregado al tribunal con la anticipación señalada en el párrafo anterior, además de señalar un correo electrónico para su conexión y número de teléfono, bajo apercibimiento de que si así no lo hiciere, no se le considerará como postor en la subasta respectiva. Todo interesado para presenciar y/o participar de la subasta, deberá coordinarse al correo jcsantiago13_remates@pjud.cl. Demás antecedentes autos 'Banco Santander Chile S.A Con Orellana' Rol C-7577-2025, juicio ejecutivo, secretario. — [308, 248, 542, 851]
classified-ad — [558, 308, 792, 599]
ad-column — [1557, 168, 1791, 1976]
ad-body: tiago, Huérfanos 1409, 4° piso. Santiago, el día 14 de mayo de 2026, a las 12:45 horas, inmueble de propiedad de la demandada comercializadora San Joaquín Spa que se encuentra ubicado en la comuna de Quemé, Cai Cai, que corresponde al Lote 2-D, del Lote 2, del plano N° 707 del Registro de Documentos de 2016, que deslinda: Norte, en 142,02 metros con lote 2-E del plano de subdivisión; Este, en 37,77 metros con lote 2-B del plano de subdivisión, en 147,73 metros con lote 2-C del plano de subdivisión; y Oeste, en 39,05 metros con lote 1, Canal Waddington de por medio.- Superficie aproximada de 0,5890 hectáreas. Inscripción Conservador de Bienes Raíces de Limache a fojas 2501 N° 1531 del Registro de Propiedad del año 2020. Mínimo postura $ 78.923.560.- Todo postor, a excepción del ejecutante, deberá consignar garantía suficiente por el 10% del mínimo para iniciar postura y para poder participar de la subasta, únicamente mediante vale vista a nombre del Décimo Quinto Juzgado Civil de Santiago, rut N° 60.306.062-8. Para tales efectos, los postores deberán comparecer al Tribunal el día viernes anterior al día de la subasta, de 12:00 a 13:00 ho- — [1058, 1414, 1291, 1732]
ad-body: cela en Algarrobo, 50% de derechos sobre parcela M 18, loteo denominado Parque Santa Marta de Algarrobo, comuna de Algarrobo, inscrito fojas 3785, número 3333 del año 2023, en el CBR de El Quisco y Rol avalúo 700-166; Mínimo UF. 977. Procedimiento de liquidación concursal María Magda- — [1308, 1713, 1541, 1801]
ad-body: Santiago. Huérfanos 1409 piso 4, Santiago, causa 'Volcomcapital Deuda II Fondo Inversión/Gimpel', Rol C-19829-2023, materia ejecutivo, el 13 de mayo de 2026, a las 11:15, en dependencias del Tribunal, rematarán los siguientes inmuebles en los mínimos que se señalan a continuación: 1) mínimo: 7.445 uf, respecto de la hijuela número tres de la subdivisión del Fundo Tacamó, ubicado en la comuna y provincia de Osorno, inscrita a fojas 2135 número 2821 del Registro de Propiedad del año 1998 del Conservador de Bienes Raíces de Osorno; 2) mínimo: 8.542 uf, respecto de la hijuela número cuatro de la subdivisión del Fundo Tacamó, ubicado en la comuna y provincia de Osorno, inscrita a fojas 2134 Número 2820 del registro de propiedad del año 1998 del Conservador de Bienes Raíces de Osorno; 3) mínimo: 7.445 uf, respecto de la hijuela número cinco de la subdivisión del Fundo Tacamó, ubicado en la comuna y provincia de Osorno, inscrita a fojas 2133 vuelta número 2819 del registro de propiedad del año 1998 del Conservador de Bienes Raíces de Osorno; 4) mínimo: 3.121 uf, respecto de la inmueble rural ubicado en Tacamó, comuna y provincia de Osorno, inscrita a fojas 2135 vuelta número 2822 del registro de propiedad del año 1998 del Conservador de Bienes Raíces de Osorno. Se realizará un remate por cada uno de los propiedades de manera sucesiva, una a continuación del otro. La garantía se efectuará mediante vale vista tomado a propia orden, por 10% del mínimo fijado, susceptible de ser endosado al momento de la subasta. Demás antecedentes expediente causa 'Volcomcapital Deuda II Fondo Inversión/Gimpel, Rol c19829-2023'. La Secretaria. — [558, 956, 792, 1417]
ad-body: Santiago, ubicado en Huérfanos 1409, 4 piso, rematará mediante videoconferencia, vía plataforma zoom, el día 14 de mayo de 2026, a las 15:00 horas, inmueble de propiedad del demandado, don Alfonso Vial Palma, correspondiente a la Sitio número 19, del plano de loteo de la propiedad ubicada en San Isidro, comuna de El Quisco, provincia de San Antonio, Quinta Región. El dominio se encuentra inscrito a fojas 3638 Vuelta número 3129 correspondiente al Registro de Propiedad del año 2022; y a fojas 3639 Vuelta número 3130 del año 2022, ambos del Conservador de Bienes Raíces de El Quisco; Rol de Avalúo N° 167-38, de la comuna de El Quisco. Mínimo posturas 2.360 UF, conforme a tasación determinada por informe pericial. Precio pagadero al contado dentro de 5° día hábil siguiente remate. Interesados deberán consignar garantía suficiente para participar de la subasta por el 10% del mínimo, mediante vale vista endosable a nombre del tribunal, el que deberá ser digitalizado y acompañado a la carpeta electrónica, a través de la Oficina Judicial Virtual, módulo 'Audiencia de remates' dispuesto para tal efecto. Una vez el postor ha sido aceptado por el tribunal en el sistema computacional, circunstancia que podrá verificar con su clave única del Estado, en el módulo 'Mis Remates', deberá entregar el vale vista materialmente en el Tribunal, entre los 9:00 y las 13:00 horas del día anterior a la subasta. Se requiere de computador o teléfono, con cámara, micrófono, audio y conexión a internet, siendo carga de las partes y postores tener los elementos tecnológicos y de conexión. El link del remate disponible para las postores y ejecutante es el siguiente https://zoom.us/j/6411373990. Bases y demás antecedentes ver causa Rol C-3285-2020, caratulado 'Bice con Vial'. Secretaria (S). — [59, 193, 292, 675]
ad-title: REMATE 17° JUZGADO CIVIL DE — [1557, 292, 1715, 303]
ad-title: 14° JUZGADO CIVIL SANTIAGO, — [808, 402, 955, 413]
section-number: 1616 — [1558, 137, 1607, 161]
section-number: 1616 — [60, 137, 108, 161]
ad-body: resado para presenciar y/o participar en el mismo, deberá coordinarse al correo jcsantiago13_remates @pjud.cl. Demás antecedentes 'Avla Seguros De Crédito y Garantía S.A/Inmobiliaria San José y Compañía'. Rol C-1386-2024. Secretaria. — [308, 168, 542, 234]
column-header — [558, 132, 784, 163]
classified-ad — [1058, 168, 1291, 508]
